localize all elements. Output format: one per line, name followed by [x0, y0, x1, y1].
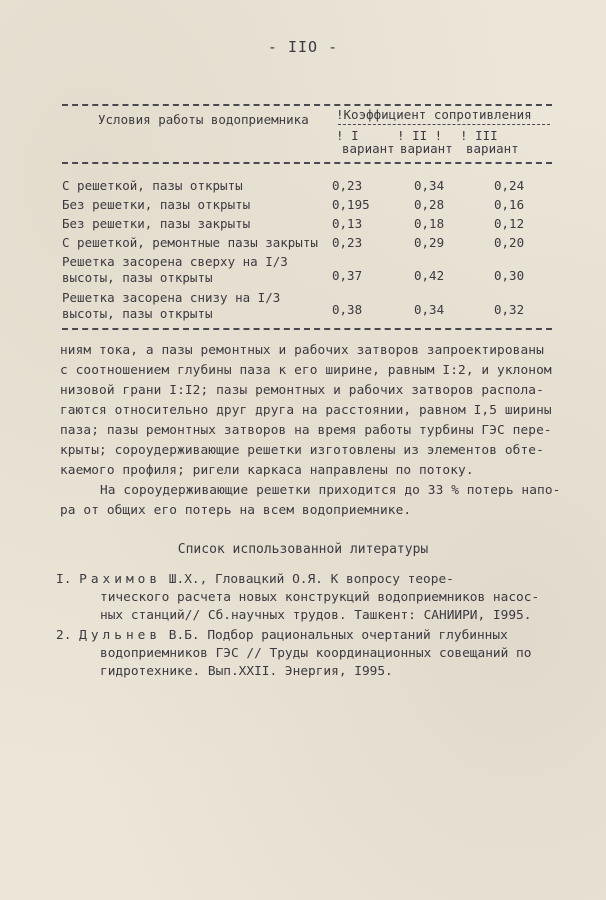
- references-title: Список использованной литературы: [177, 542, 429, 557]
- paragraph-line: паза; пазы ремонтных затворов на время работы турбины ГЭС пере-: [60, 423, 552, 438]
- variant-1-label: вариант: [342, 141, 395, 156]
- table-bottom-rule: [62, 328, 552, 330]
- paragraph-line: с соотношением глубины паза к его ширине, равным I:2, и уклоном: [60, 363, 552, 378]
- variant-3-label: вариант: [466, 141, 519, 156]
- table-header-conditions: Условия работы водоприемника: [98, 112, 309, 127]
- list-item-line: тического расчета новых конструкций водоприемников насос-: [100, 590, 540, 605]
- list-item: 2. Дульнев В.Б. Подбор рациональных очертаний глубинных: [56, 628, 508, 643]
- table-row: Решетка засорена сверху на I/3 высоты, пазы открыты 0,37 0,42 0,30: [62, 254, 525, 285]
- variant-3-header: ! III: [460, 128, 498, 143]
- table-row: С решеткой, пазы открыты 0,23 0,34 0,24: [62, 178, 525, 193]
- table-top-rule: [62, 104, 552, 106]
- paragraph-line: каемого профиля; ригели каркаса направлены по потоку.: [60, 463, 474, 478]
- list-item-line: ных станций// Сб.научных трудов. Ташкент: САНИИРИ, I995.: [100, 608, 532, 623]
- table-row: Решетка засорена снизу на I/3 высоты, пазы открыты 0,38 0,34 0,32: [62, 290, 525, 321]
- table-row: С решеткой, ремонтные пазы закрыты 0,23 0,29 0,20: [62, 235, 525, 250]
- table-header-rule: [62, 162, 552, 164]
- paragraph-line: крыты; сороудерживающие решетки изготовлены из элементов обте-: [60, 443, 544, 458]
- list-item-line: гидротехнике. Вып.XXII. Энергия, I995.: [100, 664, 393, 679]
- paragraph-line: На сороудерживающие решетки приходится до 33 % потерь напо-: [100, 483, 561, 498]
- table-row: Без решетки, пазы закрыты 0,13 0,18 0,12: [62, 216, 525, 231]
- table-header-coefficient: !Коэффициент сопротивления: [336, 107, 532, 122]
- variant-2-header: ! II !: [397, 128, 443, 143]
- variant-2-label: вариант: [400, 141, 453, 156]
- table-subheader-rule: [338, 124, 550, 125]
- table-row: Без решетки, пазы открыты 0,195 0,28 0,16: [62, 197, 525, 212]
- paragraph-line: ниям тока, а пазы ремонтных и рабочих затворов запроектированы: [60, 343, 544, 358]
- paragraph-line: гаются относительно друг друга на расстоянии, равном I,5 ширины: [60, 403, 552, 418]
- page-number: - IIO -: [267, 38, 339, 56]
- list-item-line: водоприемников ГЭС // Труды координационных совещаний по: [100, 646, 532, 661]
- paragraph-line: ра от общих его потерь на всем водоприемнике.: [60, 503, 412, 518]
- paragraph-line: низовой грани I:I2; пазы ремонтных и рабочих затворов распола-: [60, 383, 544, 398]
- variant-1-header: ! I: [336, 128, 359, 143]
- list-item: I. Рахимов Ш.Х., Гловацкий О.Я. К вопросу теоре-: [56, 572, 454, 587]
